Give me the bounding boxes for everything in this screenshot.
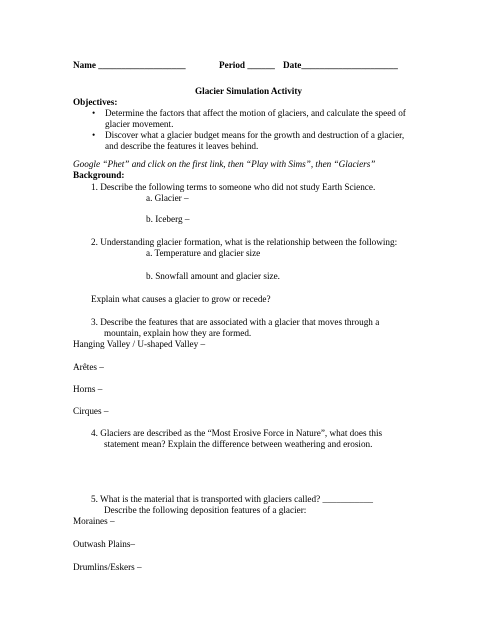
cirques-label: Cirques – bbox=[73, 406, 109, 416]
background-heading: Background: bbox=[73, 170, 125, 180]
drumlins-eskers-label: Drumlins/Eskers – bbox=[73, 562, 142, 572]
period-field: Period ______ bbox=[219, 60, 275, 70]
question-1a: a. Glacier – bbox=[146, 193, 189, 203]
question-2a: a. Temperature and glacier size bbox=[146, 248, 261, 258]
date-field: Date_____________________ bbox=[283, 60, 398, 70]
outwash-plains-label: Outwash Plains– bbox=[73, 539, 136, 549]
hanging-valley-label: Hanging Valley / U-shaped Valley – bbox=[73, 339, 206, 349]
question-2b: b. Snowfall amount and glacier size. bbox=[146, 271, 280, 281]
explain-question: Explain what causes a glacier to grow or recede? bbox=[91, 294, 271, 304]
question-4: 4. Glaciers are described as the “Most Erosive Force in Nature”, what does this bbox=[91, 428, 383, 438]
question-1b: b. Iceberg – bbox=[146, 214, 190, 224]
name-field: Name ___________________ bbox=[73, 60, 186, 70]
question-1: 1. Describe the following terms to someone who did not study Earth Science. bbox=[91, 182, 376, 192]
question-3: 3. Describe the features that are associated with a glacier that moves through a bbox=[91, 317, 380, 327]
aretes-label: Arêtes – bbox=[73, 362, 104, 372]
question-5-cont: Describe the following deposition features of a glacier: bbox=[104, 505, 307, 515]
page-title: Glacier Simulation Activity bbox=[195, 86, 303, 96]
moraines-label: Moraines – bbox=[73, 516, 115, 526]
horns-label: Horns – bbox=[73, 384, 103, 394]
objectives-heading: Objectives: bbox=[73, 97, 118, 107]
question-5: 5. What is the material that is transported with glaciers called? ___________ bbox=[91, 494, 374, 504]
question-3-cont: mountain, explain how they are formed. bbox=[104, 328, 252, 338]
question-4-cont: statement mean? Explain the difference between weathering and erosion. bbox=[104, 439, 373, 449]
question-2: 2. Understanding glacier formation, what is the relationship between the following: bbox=[91, 237, 398, 247]
instruction-text: Google “Phet” and click on the first link, then “Play with Sims”, then “Glaciers” bbox=[73, 159, 376, 169]
